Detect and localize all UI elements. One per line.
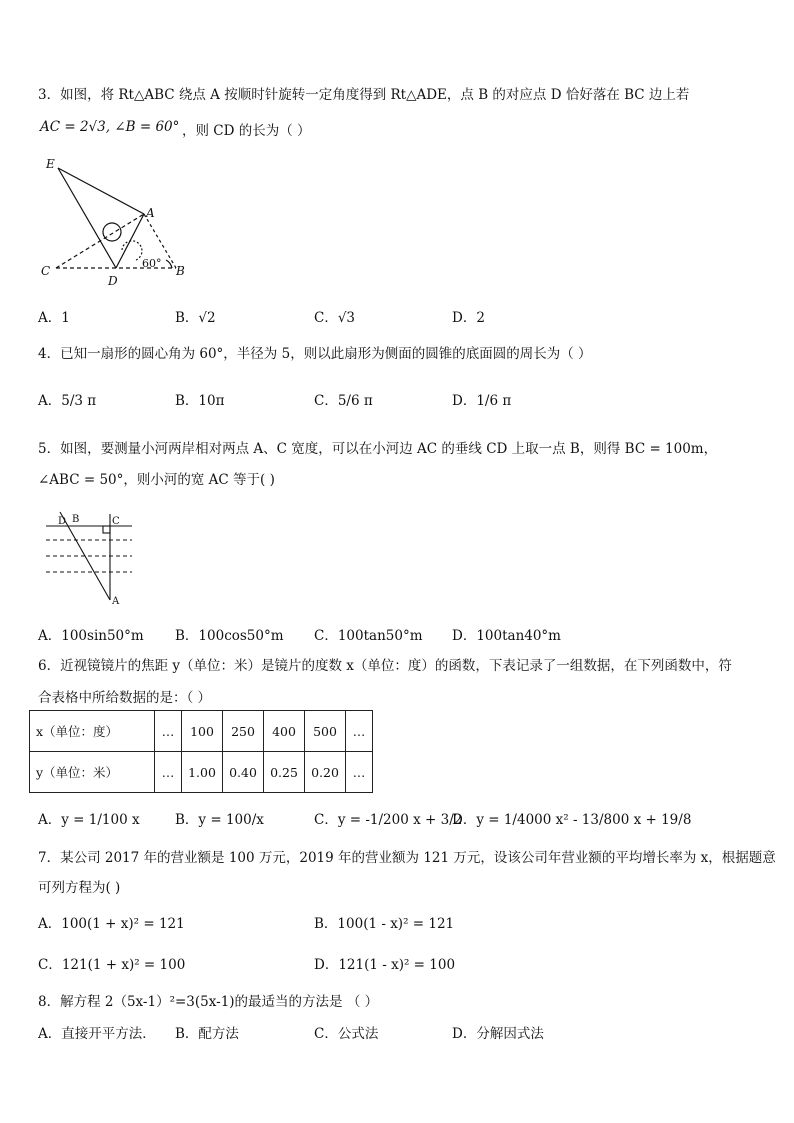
- table-cell: 400: [264, 711, 305, 752]
- q4-option-d: D．1/6 π: [452, 393, 512, 409]
- table-cell: 500: [305, 711, 346, 752]
- q7-option-d: D．121(1 - x)² = 100: [314, 957, 456, 973]
- q3-option-a: A．1: [38, 310, 70, 326]
- q7-option-b: B．100(1 - x)² = 121: [314, 916, 455, 932]
- table-row: [30, 711, 373, 752]
- q5-figure: [46, 508, 136, 608]
- q3-line1: 3．如图，将 Rt△ABC 绕点 A 按顺时针旋转一定角度得到 Rt△ADE，点 B 的对应点 D 恰好落在 BC 边上若: [38, 87, 690, 103]
- q3-option-d: D．2: [452, 310, 485, 326]
- q6-option-d: D．y = 1/4000 x² - 13/800 x + 19/8: [452, 812, 692, 828]
- table-cell: 1.00: [182, 752, 223, 793]
- q3-given-math: AC = 2√3, ∠B = 60°: [40, 119, 180, 135]
- q5-option-c: C．100tan50°m: [314, 628, 423, 644]
- q8-option-c: C．公式法: [314, 1026, 379, 1042]
- q8-text: 8．解方程 2（5x-1）²=3(5x-1)的最适当的方法是 （ ）: [38, 994, 379, 1010]
- table-cell: …: [155, 752, 182, 793]
- table-cell: …: [346, 752, 373, 793]
- q3-figure: [36, 150, 196, 290]
- q6-option-b: B．y = 100/x: [175, 812, 264, 828]
- q4-option-b: B．10π: [175, 393, 225, 409]
- q7-option-c: C．121(1 + x)² = 100: [38, 957, 186, 973]
- q6-option-a: A．y = 1/100 x: [38, 812, 140, 828]
- label-E: E: [46, 157, 55, 171]
- q4-option-c: C．5/6 π: [314, 393, 373, 409]
- label-D: D: [58, 516, 67, 527]
- q8-option-b: B．配方法: [175, 1026, 239, 1042]
- table-cell: 0.40: [223, 752, 264, 793]
- q5-line1: 5．如图，要测量小河两岸相对两点 A、C 宽度，可以在小河边 AC 的垂线 CD 上取一点 B，则得 BC = 100m，: [38, 441, 718, 457]
- q6-line2: 合表格中所给数据的是：（ ）: [38, 690, 212, 706]
- q3-option-b: B．√2: [175, 310, 216, 326]
- q8-option-a: A．直接开平方法．: [38, 1026, 156, 1042]
- q7-line1: 7．某公司 2017 年的营业额是 100 万元，2019 年的营业额为 121 万元，设该公司年营业额的平均增长率为 x，根据题意: [38, 850, 776, 866]
- table-cell: x（单位：度）: [30, 711, 155, 752]
- table-cell: y（单位：米）: [30, 752, 155, 793]
- q4-option-a: A．5/3 π: [38, 393, 97, 409]
- label-angle: 60°: [142, 257, 162, 270]
- q3-line2-text: ，则 CD 的长为（ ）: [182, 123, 311, 139]
- table-cell: …: [346, 711, 373, 752]
- q3-option-c: C．√3: [314, 310, 356, 326]
- label-B: B: [72, 514, 80, 525]
- table-cell: …: [155, 711, 182, 752]
- label-D: D: [108, 274, 118, 288]
- q8-option-d: D．分解因式法: [452, 1026, 544, 1042]
- label-C: C: [112, 516, 120, 527]
- table-cell: 0.20: [305, 752, 346, 793]
- label-B: B: [176, 264, 185, 278]
- label-A: A: [146, 206, 155, 220]
- q6-option-c: C．y = -1/200 x + 3/2: [314, 812, 463, 828]
- q6-table: [29, 710, 373, 793]
- label-C: C: [41, 264, 51, 278]
- table-row: [30, 752, 373, 793]
- table-cell: 100: [182, 711, 223, 752]
- q7-line2: 可列方程为( ): [38, 880, 121, 896]
- label-A: A: [112, 596, 120, 607]
- q5-option-d: D．100tan40°m: [452, 628, 561, 644]
- q6-line1: 6．近视镜镜片的焦距 y（单位：米）是镜片的度数 x（单位：度）的函数，下表记录了一组数据，在下列函数中，符: [38, 658, 732, 674]
- q4-text: 4．已知一扇形的圆心角为 60°，半径为 5，则以此扇形为侧面的圆锥的底面圆的周长为（ ）: [38, 346, 592, 362]
- q5-option-b: B．100cos50°m: [175, 628, 284, 644]
- table-cell: 250: [223, 711, 264, 752]
- q5-option-a: A．100sin50°m: [38, 628, 144, 644]
- q5-line2: ∠ABC = 50°，则小河的宽 AC 等于( ): [38, 472, 275, 488]
- q7-option-a: A．100(1 + x)² = 121: [38, 916, 185, 932]
- table-cell: 0.25: [264, 752, 305, 793]
